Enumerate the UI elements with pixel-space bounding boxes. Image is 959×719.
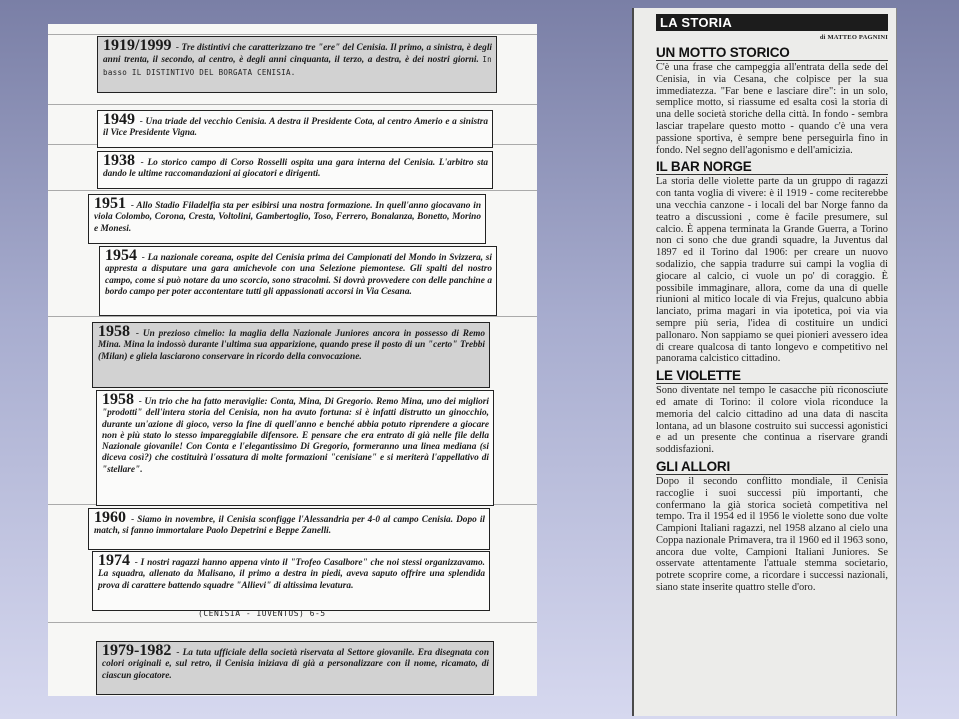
section-heading: UN MOTTO STORICO <box>656 45 888 61</box>
caption-1951 <box>88 194 486 244</box>
caption-1974 <box>92 551 490 611</box>
caption-year: 1954 <box>105 247 137 264</box>
divider-line <box>48 190 537 191</box>
section-heading: LE VIOLETTE <box>656 368 888 384</box>
caption-text: - Lo storico campo di Corso Rosselli ospita una gara interna del Cenisia. L'arbitro sta dando le ultime raccomandazioni ai giocatori e dirigenti. <box>103 158 488 180</box>
section-body: Sono diventate nel tempo le casacche più riconosciute ed amate di Torino: il colore viola riconduce la memoria del calcio cittadino ad una data di nascita lontana, ad un blasone costruito sui successi agonistici e ad un presente che continua a riservare grandi soddisfazioni. <box>656 385 888 456</box>
caption-sheet <box>48 24 537 696</box>
caption-text: - I nostri ragazzi hanno appena vinto il "Trofeo Casalbore" che noi stessi organizzavamo. La squadra, allenato da Malisano, il primo a destra in piedi, aveva saputo offrire una splendida prova di carattere battendo squadre "Allievi" di altissima levatura. <box>98 558 485 591</box>
caption-text: - Allo Stadio Filadelfia sta per esibirsi una nostra formazione. In quell'anno giocavano in viola Colombo, Corona, Cresta, Voltolini, Gambertoglio, Toso, Ferrero, Bonalanza, Bonetto, Morino e Monesi. <box>94 201 481 234</box>
caption-1949 <box>97 110 493 148</box>
caption-text: - Una triade del vecchio Cenisia. A destra il Presidente Cota, al centro Amerio e a sinistra il Vice Presidente Vigna. <box>103 117 488 139</box>
caption-year: 1958 <box>102 391 134 408</box>
caption-year: 1958 <box>98 323 130 340</box>
section-heading: GLI ALLORI <box>656 459 888 475</box>
caption-text: - Un prezioso cimelio: la maglia della Nazionale Juniores ancora in possesso di Remo Mina. Mina la indossò durante l'ultima sua apparizione, quando prese il posto di un "certo" Trebbi (Milan) e glielа lasciarono conservare in ricordo della convocazione. <box>98 329 485 362</box>
caption-1919 <box>97 36 497 93</box>
caption-text: - La nazionale coreana, ospite del Cenisia prima dei Campionati del Mondo in Svizzera, si appresta a disputare una gara amichevole con una Selezione piemontese. Gli spalti del nostro campo, come si può notare da uno scorcio, sono stracolmi. Si dovrà provvedere con delle panchine a bordo campo per poter accontentare tutti gli appassionati accorsi in Via Cesana. <box>105 253 492 297</box>
caption-year: 1974 <box>98 552 130 569</box>
divider-line <box>48 104 537 105</box>
caption-year: 1960 <box>94 509 126 526</box>
handwritten-note: In basso IL DISTINTIVO DEL BORGATA CENISIA. <box>103 55 492 77</box>
caption-year: 1919/1999 <box>103 37 172 54</box>
caption-1938 <box>97 151 493 189</box>
divider-line <box>48 622 537 623</box>
caption-1979 <box>96 641 494 695</box>
caption-1958-jersey <box>92 322 490 388</box>
caption-text: - Siamo in novembre, il Cenisia sconfigge l'Alessandria per 4-0 al campo Cenisia. Dopo il match, si fanno immortalare Paolo Depetrini e Beppe Zanelli. <box>94 515 485 537</box>
divider-line <box>48 316 537 317</box>
divider-line <box>48 34 537 35</box>
article-byline: di MATTEO PAGNINI <box>819 34 888 41</box>
caption-year: 1951 <box>94 195 126 212</box>
article-kicker: LA STORIA <box>656 14 888 31</box>
caption-year: 1949 <box>103 111 135 128</box>
section-body: C'è una frase che campeggia all'entrata della sede del Cenisia, in via Cesana, che colpisce per la sua immediatezza. "Far bene e lasciare dire": in un solo, semplice motto, si riassume ed esalta così la storia di una delle società storiche della città. In fondo - sembra lasciar trapelare questo motto - quando c'è una vera passione sportiva, è sempre bene perseguirla fino in fondo. Nel segno dell'agonismo e dell'amicizia. <box>656 62 888 156</box>
handwritten-score-note: (CENISIA - IUVENTUS) 6-5 <box>198 609 326 618</box>
caption-text: - Tre distintivi che caratterizzano tre "ere" del Cenisia. Il primo, a sinistra, è degli anni trenta, il secondo, al centro, è degli anni cinquanta, il terzo, a destra, è dei nostri giorni. <box>103 43 492 66</box>
caption-1954 <box>99 246 497 316</box>
caption-year: 1979-1982 <box>102 642 172 659</box>
caption-1960 <box>88 508 490 550</box>
history-article <box>632 8 897 716</box>
caption-text: - La tuta ufficiale della società riservata al Settore giovanile. Era disegnata con colori originali e, sul retro, il Cenisia iniziava di già a personalizzare con il nome, ricamato, di ciascun giocatore. <box>102 648 489 681</box>
section-body: La storia delle violette parte da un gruppo di ragazzi con tanta voglia di vivere: è il 1919 - come reciterebbe una vecchia canzone - i locali del bar Norge fanno da teatro a discussioni , come è facile presumere, sul calcio. È appena terminata la Grande Guerra, a Torino non ci sono che due grandi squadre, la Juventus dal 1897 ed il Torino dal 1906: per creare un nuovo sodalizio, che sappia tradurre sui campi la voglia di giocare al calcio, ci vuole un po' di coraggio. È possibile immaginare, allora, come da una di quelle riunioni al mitico locale di via Frejus, qualcuno abbia lanciato, prima magari in via ipotetica, poi via via sempre più seria, l'idea di costituire un undici pallonaro. Non sappiamo se quei pionieri avessero idea di creare qualcosa di tanto longevo e competitivo nel panorama calcistico cittadino. <box>656 176 888 365</box>
caption-year: 1938 <box>103 152 135 169</box>
caption-text: - Un trio che ha fatto meraviglie: Conta, Mina, Di Gregorio. Remo Mina, uno dei migliori "prodotti" dell'intera storia del Cenisia, non ha avuto fortuna: si è infatti distrutto un ginocchio, durante un'azione di gioco, verso la fine di quell'anno e benché abbia potuto riprendere a giocare non è più stato lo stesso impareggiabile difensore. E pensare che era entrato di già nelle file della Nazionale giovanile! Con Conta e l'elegantissimo Di Gregorio, formeranno una linea mediana (si diceva così?) che costituirà l'ossatura di molte formazioni "cenisiane" e si meriterà l'appellativo di "stellare". <box>102 397 489 475</box>
section-body: Dopo il secondo conflitto mondiale, il Cenisia raccoglie i suoi successi più importanti, che confermano la già storica società competitiva nel tempo. Tra il 1954 ed il 1956 le violette sono due volte Campioni Italiani ragazzi, nel 1958 alzano al cielo una Coppa nazionale Primavera, tra il 1960 ed il 1963 sono, ancora due volte, Campioni Italiani Juniores. Se osservate attentamente l'attuale stemma societario, potrete scoprire come, a ricordare i successi nazionali, siano state inserite quattro stelle d'oro. <box>656 475 888 594</box>
caption-1958-trio <box>96 390 494 506</box>
section-heading: IL BAR NORGE <box>656 159 888 175</box>
